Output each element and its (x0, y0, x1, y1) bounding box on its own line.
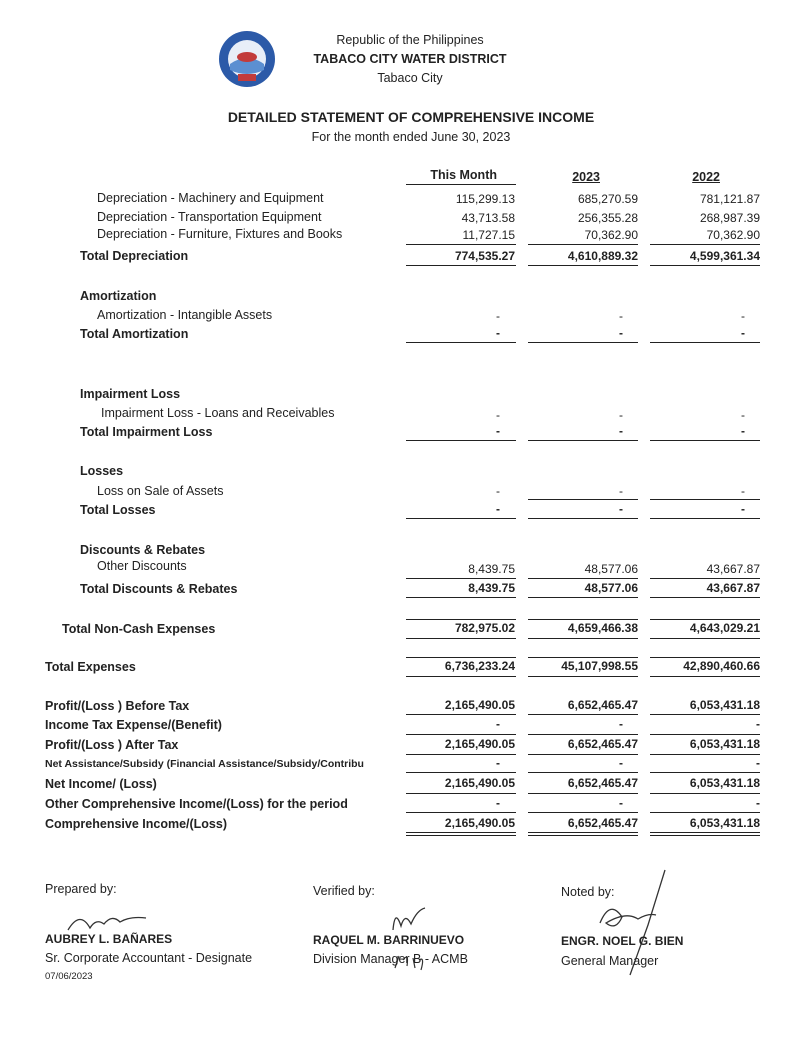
row-label: Comprehensive Income/(Loss) (45, 817, 227, 831)
row-value: 8,439.75 (468, 581, 515, 595)
col-header-underline (406, 184, 516, 185)
rule (406, 676, 516, 677)
row-value: 6,053,431.18 (689, 816, 760, 830)
row-value: - (756, 717, 760, 731)
noter-title: General Manager (561, 954, 659, 968)
rule (650, 754, 760, 755)
row-value: 6,053,431.18 (689, 698, 760, 712)
row-value: 115,299.13 (455, 192, 515, 206)
statement-period: For the month ended June 30, 2023 (311, 130, 511, 144)
rule (650, 578, 760, 579)
noter-name: ENGR. NOEL G. BIEN (561, 934, 684, 948)
rule (406, 244, 516, 245)
row-value: - (741, 502, 745, 516)
row-value: 6,652,465.47 (567, 698, 638, 712)
row-value: - (496, 717, 500, 731)
row-value: 774,535.27 (454, 249, 515, 263)
row-label: Profit/(Loss ) After Tax (45, 738, 179, 752)
rule (528, 499, 638, 500)
row-value: - (741, 424, 745, 438)
rule (406, 342, 516, 343)
row-value: - (619, 717, 623, 731)
row-value: - (619, 309, 623, 323)
preparer-title: Sr. Corporate Accountant - Designate (45, 951, 253, 965)
row-value: - (619, 326, 623, 340)
rule (650, 440, 760, 441)
rule (406, 754, 516, 755)
row-value: - (619, 408, 623, 422)
rule (650, 638, 760, 639)
header-republic: Republic of the Philippines (336, 33, 484, 47)
row-value: 6,652,465.47 (567, 776, 638, 790)
row-label: Other Comprehensive Income/(Loss) for the period (45, 797, 348, 811)
row-value: - (741, 326, 745, 340)
row-value: 6,053,431.18 (689, 776, 760, 790)
col-header-2023: 2023 (572, 170, 600, 184)
row-value: - (496, 796, 500, 810)
row-label: Total Losses (80, 503, 156, 517)
row-label: Impairment Loss - Loans and Receivables (101, 406, 335, 420)
row-value: - (756, 796, 760, 810)
row-label: Net Income/ (Loss) (45, 777, 157, 791)
rule (650, 265, 760, 266)
rule (528, 440, 638, 441)
row-label: Income Tax Expense/(Benefit) (45, 718, 222, 732)
col-header-this-month: This Month (430, 168, 497, 182)
row-value: - (756, 756, 760, 770)
row-value: 8,439.75 (468, 562, 515, 576)
section-heading: Discounts & Rebates (80, 543, 206, 557)
rule (528, 676, 638, 677)
row-value: - (496, 309, 500, 323)
rule (406, 518, 516, 519)
row-value: 6,652,465.47 (567, 816, 638, 830)
row-value: 4,643,029.21 (689, 621, 760, 635)
rule (528, 265, 638, 266)
rule (650, 657, 760, 658)
rule (528, 793, 638, 794)
rule (406, 265, 516, 266)
rule (650, 772, 760, 773)
rule (528, 772, 638, 773)
row-label: Net Assistance/Subsidy (Financial Assistance/Subsidy/Contribu (45, 758, 364, 770)
row-value: 2,165,490.05 (444, 698, 515, 712)
verifier-name: RAQUEL M. BARRINUEVO (313, 933, 465, 947)
row-value: 43,667.87 (706, 581, 760, 595)
rule (528, 657, 638, 658)
rule (650, 244, 760, 245)
rule (406, 657, 516, 658)
row-label: Total Expenses (45, 660, 136, 674)
noted-by-label: Noted by: (561, 885, 615, 899)
rule (528, 578, 638, 579)
row-value: 2,165,490.05 (444, 816, 515, 830)
rule (650, 734, 760, 735)
row-value: 11,727.15 (462, 228, 515, 242)
rule (406, 793, 516, 794)
row-value: 43,713.58 (461, 211, 515, 225)
row-label: Depreciation - Transportation Equipment (97, 210, 322, 224)
rule (650, 518, 760, 519)
row-value: 70,362.90 (584, 228, 638, 242)
preparer-name: AUBREY L. BAÑARES (45, 932, 173, 946)
rule (406, 812, 516, 813)
rule (650, 597, 760, 598)
row-value: - (496, 756, 500, 770)
row-label: Other Discounts (97, 559, 187, 573)
header-city: Tabaco City (377, 71, 443, 85)
row-label: Profit/(Loss ) Before Tax (45, 699, 190, 713)
row-value: - (741, 408, 745, 422)
row-value: 268,987.39 (699, 211, 760, 225)
row-value: - (496, 484, 500, 498)
row-label: Total Impairment Loss (80, 425, 213, 439)
rule (406, 578, 516, 579)
row-label: Total Amortization (80, 327, 189, 341)
row-label: Depreciation - Furniture, Fixtures and Books (97, 227, 343, 241)
row-value: 70,362.90 (706, 228, 760, 242)
row-value: 6,053,431.18 (689, 737, 760, 751)
verified-by-label: Verified by: (313, 884, 375, 898)
rule (528, 714, 638, 715)
row-label: Depreciation - Machinery and Equipment (97, 191, 324, 205)
row-value: - (496, 502, 500, 516)
col-header-2022: 2022 (692, 170, 720, 184)
rule (406, 619, 516, 620)
row-value: 2,165,490.05 (444, 776, 515, 790)
row-value: 256,355.28 (577, 211, 638, 225)
rule (650, 499, 760, 500)
double-rule (406, 832, 516, 836)
row-value: - (619, 484, 623, 498)
row-value: 4,610,889.32 (567, 249, 638, 263)
row-value: 42,890,460.66 (683, 659, 760, 673)
prepared-date: 07/06/2023 (45, 971, 93, 982)
rule (528, 734, 638, 735)
row-value: - (619, 424, 623, 438)
rule (406, 772, 516, 773)
rule (406, 597, 516, 598)
row-value: 48,577.06 (584, 581, 638, 595)
verifier-title: Division Manager B - ACMB (313, 952, 468, 966)
row-value: - (619, 796, 623, 810)
rule (650, 793, 760, 794)
rule (406, 440, 516, 441)
row-value: 6,652,465.47 (567, 737, 638, 751)
rule (528, 244, 638, 245)
row-value: - (741, 309, 745, 323)
double-rule (528, 832, 638, 836)
rule (406, 638, 516, 639)
row-value: - (496, 424, 500, 438)
prepared-by-label: Prepared by: (45, 882, 117, 896)
row-value: 45,107,998.55 (561, 659, 638, 673)
row-value: 4,659,466.38 (567, 621, 638, 635)
rule (528, 812, 638, 813)
row-label: Total Discounts & Rebates (80, 582, 238, 596)
rule (650, 714, 760, 715)
row-value: 2,165,490.05 (444, 737, 515, 751)
section-heading: Impairment Loss (80, 387, 181, 401)
row-value: - (496, 326, 500, 340)
rule (528, 619, 638, 620)
rule (528, 638, 638, 639)
statement-title: DETAILED STATEMENT OF COMPREHENSIVE INCOME (227, 109, 595, 125)
header-district: TABACO CITY WATER DISTRICT (313, 52, 507, 66)
rule (650, 812, 760, 813)
rule (528, 518, 638, 519)
row-value: 781,121.87 (699, 192, 760, 206)
row-label: Total Non-Cash Expenses (62, 622, 216, 636)
row-value: 782,975.02 (454, 621, 515, 635)
rule (650, 619, 760, 620)
row-label: Amortization - Intangible Assets (97, 308, 273, 322)
section-heading: Amortization (80, 289, 157, 303)
rule (528, 597, 638, 598)
row-label: Total Depreciation (80, 249, 189, 263)
rule (406, 714, 516, 715)
rule (650, 676, 760, 677)
row-value: - (496, 408, 500, 422)
row-value: - (741, 484, 745, 498)
row-value: 48,577.06 (584, 562, 638, 576)
row-label: Loss on Sale of Assets (97, 484, 224, 498)
rule (650, 342, 760, 343)
double-rule (650, 832, 760, 836)
row-value: - (619, 756, 623, 770)
rule (528, 754, 638, 755)
rule (528, 342, 638, 343)
row-value: 685,270.59 (577, 192, 638, 206)
row-value: 6,736,233.24 (444, 659, 515, 673)
row-value: 43,667.87 (706, 562, 760, 576)
rule (406, 734, 516, 735)
row-value: 4,599,361.34 (689, 249, 760, 263)
section-heading: Losses (80, 464, 124, 478)
row-value: - (619, 502, 623, 516)
